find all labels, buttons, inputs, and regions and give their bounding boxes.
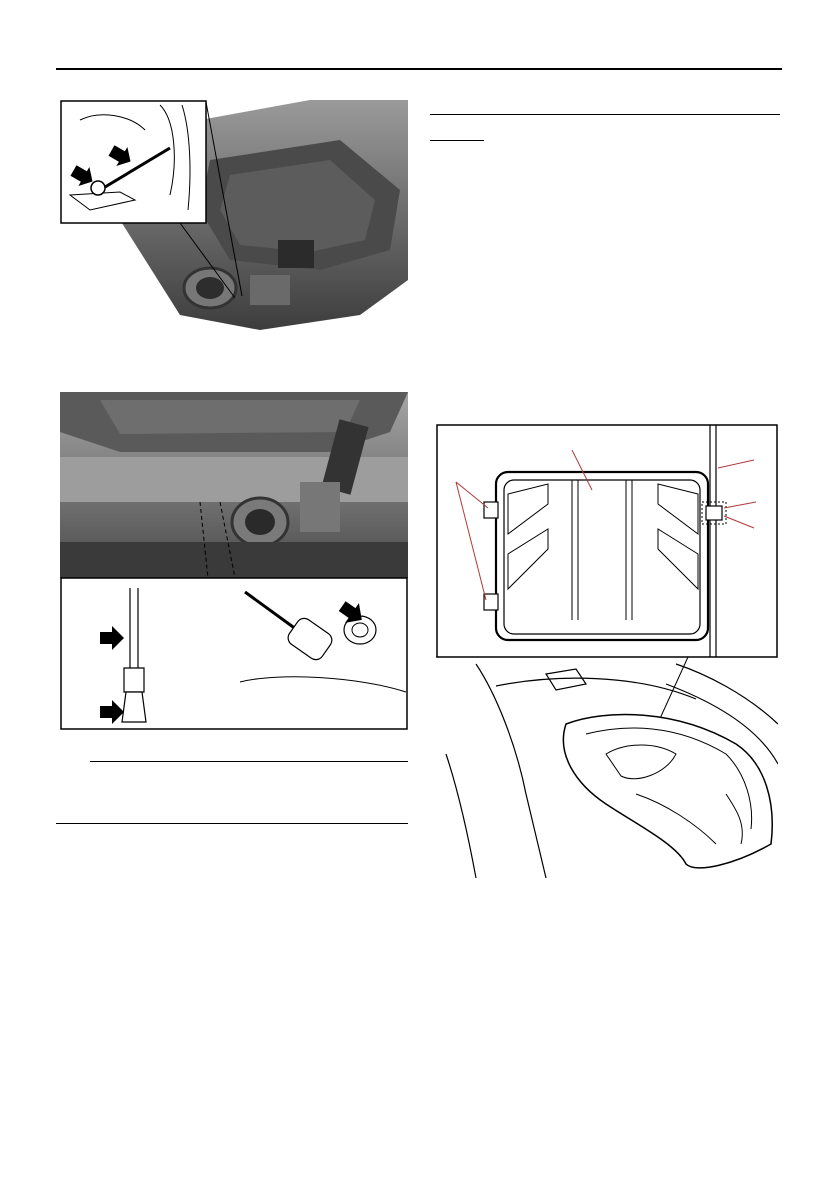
figure-middle-left xyxy=(60,392,408,730)
section-underline-short xyxy=(430,140,484,141)
figure-top-left xyxy=(60,100,408,336)
note-rule-bottom xyxy=(56,823,408,824)
header-rule xyxy=(56,68,782,70)
section-rule-right xyxy=(430,114,780,115)
figure-right-diagram xyxy=(436,424,778,878)
note-rule-top xyxy=(90,761,408,762)
